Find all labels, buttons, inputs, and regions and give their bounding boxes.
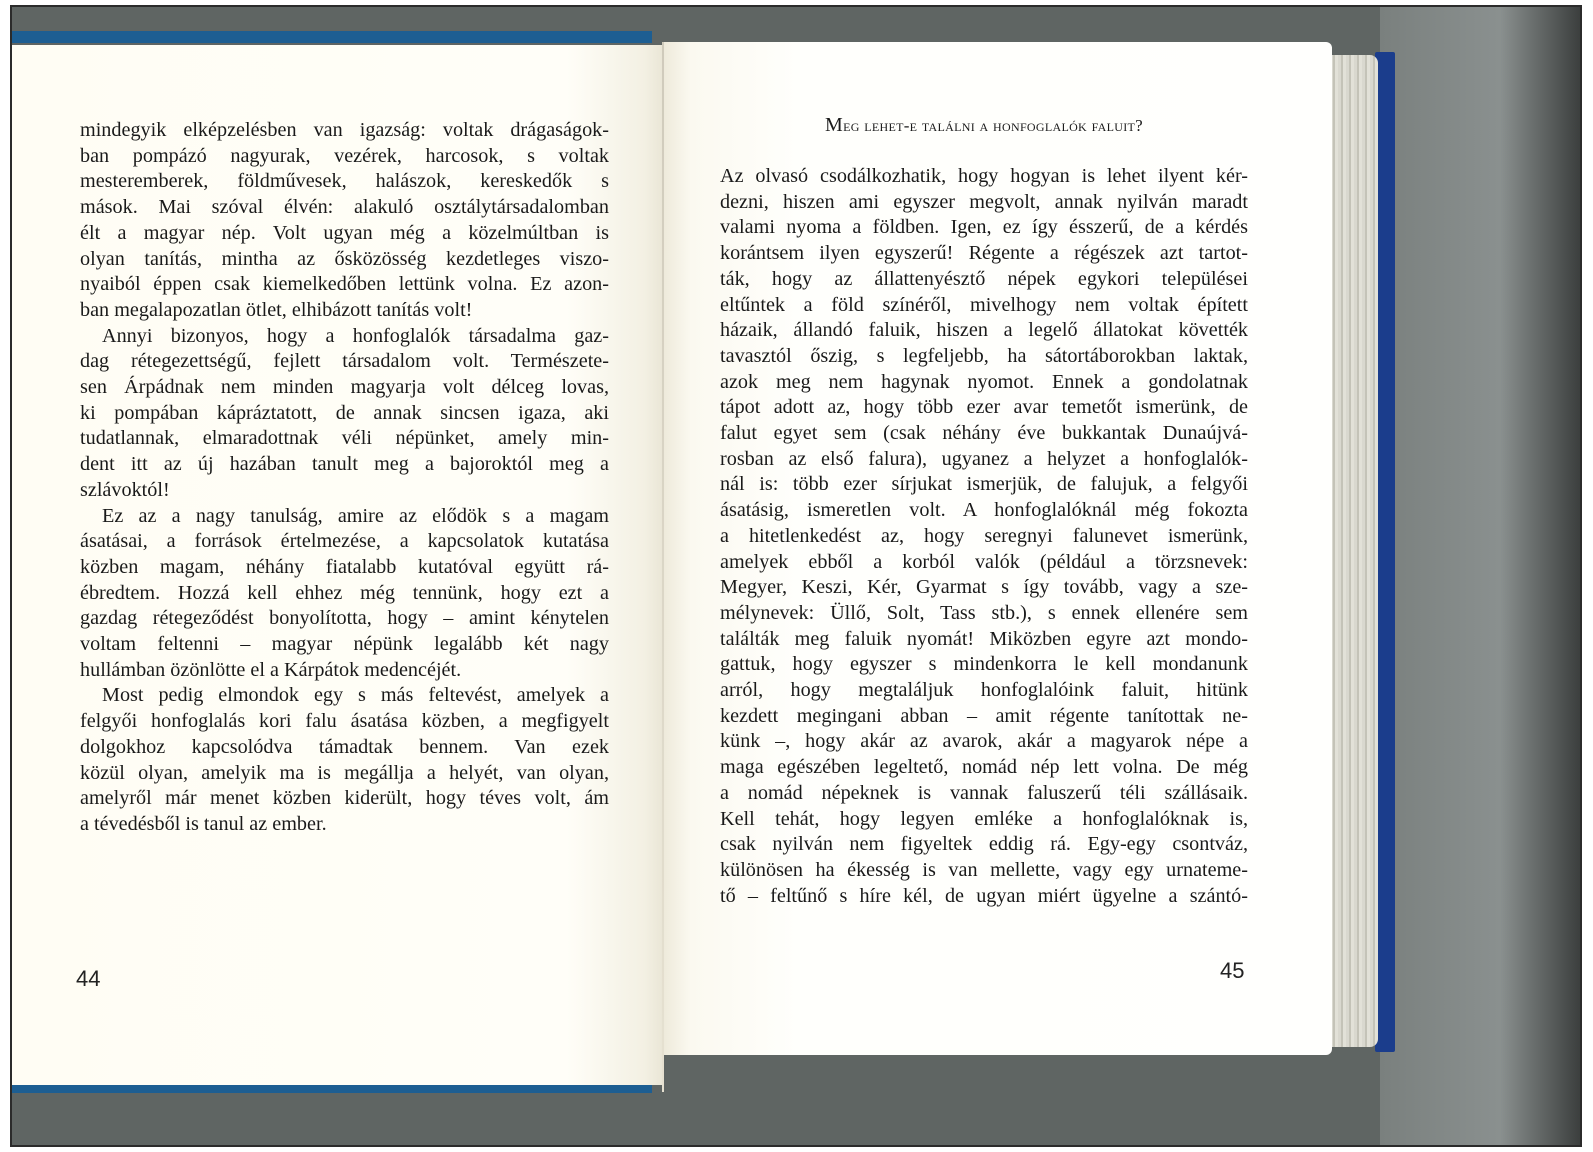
text-line: gazdag rétegeződést bonyolította, hogy – amint kénytelen	[80, 607, 609, 630]
book-cover-edge-right	[1375, 52, 1395, 1052]
text-line: korántsem ilyen egyszerű! Régente a régészek azt tartot-	[720, 242, 1248, 265]
paragraph	[80, 683, 609, 837]
text-line: ásatásai, a források értelmezése, a kapcsolatok kutatása	[80, 530, 609, 553]
text-line: hullámban özönlötte el a Kárpátok medencéjét.	[80, 658, 462, 681]
chapter-title	[720, 114, 1248, 137]
text-line: Ez az a nagy tanulság, amire az elődök s a magam	[102, 504, 609, 527]
text-line: ták, hogy az állattenyésztő népek egykori települései	[720, 267, 1248, 290]
page-number-right: 45	[1220, 958, 1245, 983]
text-line: voltam feltenni – magyar népünk legalább két nagy	[80, 633, 609, 656]
text-line: nál is: több ezer sírjukat ismerjük, de falujuk, a felgyői	[720, 473, 1248, 496]
text-line: tápot adott az, hogy több ezer avar temetőt ismerünk, de	[720, 396, 1248, 419]
page-number-left: 44	[76, 966, 101, 991]
text-line: kezdett megingani abban – amit régente tanítottak ne-	[720, 704, 1248, 727]
left-page-body	[80, 118, 609, 838]
book-cover-edge-bottom	[12, 1085, 652, 1093]
text-line: ki pompában kápráztatott, de annak sincsen igaza, aki	[80, 401, 609, 424]
text-line: azok meg nem hagynak nyomot. Ennek a gondolatnak	[720, 370, 1248, 393]
text-line: közül olyan, amelyik ma is megállja a helyét, van olyan,	[80, 761, 609, 784]
text-line: dag rétegezettségű, fejlett társadalom volt. Természete-	[80, 350, 609, 373]
paragraph	[80, 504, 609, 684]
text-line: felgyői honfoglalás kori falu ásatása közben, a megfigyelt	[80, 710, 609, 733]
text-line: rosban az első falura), ugyanez a helyzet a honfoglalók-	[720, 447, 1248, 470]
text-line: közben magam, néhány fiatalabb kutatóval együtt rá-	[80, 555, 609, 578]
left-page	[12, 45, 664, 1085]
text-line: mélynevek: Üllő, Solt, Tass stb.), s ennek ellenére sem	[720, 601, 1248, 624]
text-line: ásatásig, ismeretlen volt. A honfoglalóknál még fokozta	[720, 499, 1248, 522]
text-line: házaik, állandó faluik, hiszen a legelő állatokat követték	[720, 319, 1248, 342]
text-line: különösen ha ékesség is van mellette, vagy egy urnateme-	[720, 858, 1248, 881]
text-line: olyan tanítás, mintha az ősközösség kezdetleges viszo-	[80, 247, 609, 270]
page-block-edges	[1330, 55, 1378, 1047]
text-line: tudatlannak, elmaradottnak véli népünket, amely min-	[80, 427, 609, 450]
text-line: eltűntek a föld színéről, mivelhogy nem voltak épített	[720, 293, 1248, 316]
text-line: szlávoktól!	[80, 478, 170, 501]
text-line: maga egészében legeltető, nomád nép lett volna. De még	[720, 756, 1248, 779]
text-line: a tévedésből is tanul az ember.	[80, 812, 327, 835]
text-line: tő – feltűnő s híre kél, de ugyan miért ügyelne a szántó-	[720, 884, 1248, 907]
right-page-body	[720, 164, 1248, 909]
text-line: dezni, hiszen ami egyszer megvolt, annak nyilván maradt	[720, 190, 1248, 213]
text-line: ébredtem. Hozzá kell ehhez még tennünk, hogy ezt a	[80, 581, 609, 604]
text-line: élt a magyar nép. Volt ugyan még a közelmúltban is	[80, 221, 609, 244]
text-line: találták meg faluik nyomát! Miközben egyre azt mondo-	[720, 627, 1248, 650]
text-line: arról, hogy megtaláljuk honfoglalóink faluit, hitünk	[720, 679, 1248, 702]
text-line: falut egyet sem (csak néhány éve bukkantak Dunaújvá-	[720, 422, 1248, 445]
text-line: amelyről már menet közben kiderült, hogy téves volt, ám	[80, 787, 609, 810]
text-line: a hitetlenkedést az, hogy seregnyi falunevet ismerünk,	[720, 524, 1248, 547]
text-line: nyaiból éppen csak kiemelkedőben lettünk volna. Ez azon-	[80, 273, 609, 296]
text-line: Megyer, Keszi, Kér, Gyarmat s így tovább, vagy a sze-	[720, 576, 1248, 599]
paragraph	[80, 118, 609, 324]
paragraph	[720, 164, 1248, 909]
text-line: gattuk, hogy egyszer s mindenkorra le kell mondanunk	[720, 653, 1248, 676]
text-line: mesteremberek, földművesek, halászok, kereskedők s	[80, 170, 609, 193]
text-line: Most pedig elmondok egy s más feltevést, amelyek a	[102, 684, 609, 707]
text-line: Az olvasó csodálkozhatik, hogy hogyan is lehet ilyent kér-	[720, 165, 1248, 187]
text-line: dent itt az új hazában tanult meg a bajoroktól meg a	[80, 453, 609, 476]
text-line: csak nyilván nem figyeltek eddig rá. Egy-egy csontváz,	[720, 833, 1248, 856]
text-line: ban pompázó nagyurak, vezérek, harcosok, s voltak	[80, 144, 609, 167]
text-line: a nomád népeknek is vannak faluszerű téli szállásaik.	[720, 781, 1248, 804]
text-line: künk –, hogy akár az avarok, akár a magyarok népe a	[720, 730, 1248, 753]
text-line: Annyi bizonyos, hogy a honfoglalók társadalma gaz-	[102, 324, 609, 347]
scanner-shadow	[1380, 7, 1580, 1145]
text-line: amelyek ebből a korból valók (például a törzsnevek:	[720, 550, 1248, 573]
text-line: mások. Mai szóval élvén: alakuló osztálytársadalomban	[80, 196, 609, 219]
text-line: Kell tehát, hogy legyen emléke a honfoglalóknak is,	[720, 807, 1248, 830]
text-line: ban megalapozatlan ötlet, elhibázott tanítás volt!	[80, 298, 473, 321]
text-line: valami nyoma a földben. Igen, ez így ésszerű, de a kérdés	[720, 216, 1248, 239]
text-line: mindegyik elképzelésben van igazság: voltak drágaságok-	[80, 119, 609, 141]
book-cover-edge-top	[12, 31, 652, 43]
text-line: tavasztól őszig, s legfeljebb, ha sátortáborokban laktak,	[720, 344, 1248, 367]
text-line: sen Árpádnak nem minden magyarja volt délceg lovas,	[80, 376, 609, 399]
text-line: dolgokhoz kapcsolódva támadtak bennem. Van ezek	[80, 735, 609, 758]
chapter-title-initial: M	[825, 114, 844, 136]
chapter-title-rest: eg lehet-e találni a honfoglalók faluit?	[843, 116, 1143, 135]
right-page	[664, 42, 1332, 1055]
paragraph	[80, 324, 609, 504]
